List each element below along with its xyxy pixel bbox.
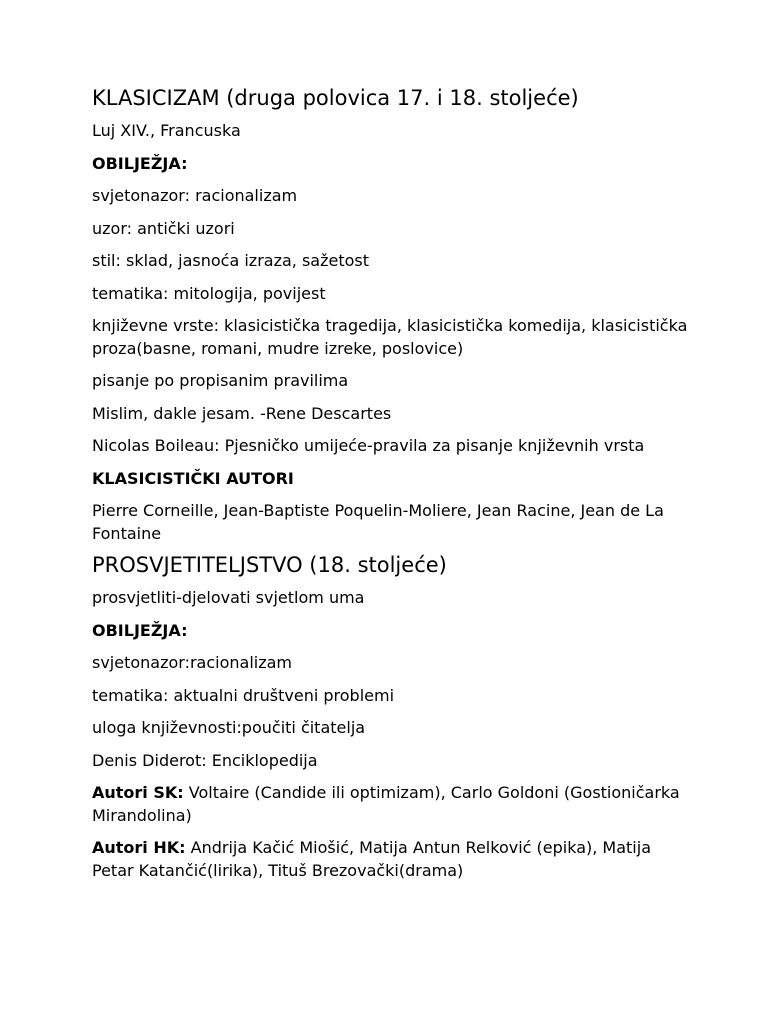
authors-hk-text: Andrija Kačić Miošić, Matija Antun Relković (epika), Matija Petar Katančić(lirika), Tituš Brezovački(drama) (92, 838, 651, 880)
feature-item: stil: sklad, jasnoća izraza, sažetost (92, 251, 370, 270)
section-title-klasicizam: KLASICIZAM (druga polovica 17. i 18. stoljeće) (92, 86, 579, 110)
feature-item: književne vrste: klasicistička tragedija, klasicistička komedija, klasicistička proza(basne, romani, mudre izreke, poslovice) (92, 316, 688, 358)
feature-item: Denis Diderot: Enciklopedija (92, 750, 318, 770)
feature-item: Mislim, dakle jesam. -Rene Descartes (92, 403, 392, 423)
document-page (92, 84, 692, 892)
authors-sk-label: Autori SK: (92, 783, 184, 802)
section-title-prosvjetiteljstvo: PROSVJETITELJSTVO (18. stoljeće) (92, 553, 447, 577)
authors-list: Pierre Corneille, Jean-Baptiste Poquelin-Moliere, Jean Racine, Jean de La Fontaine (92, 501, 664, 543)
feature-item: tematika: aktualni društveni problemi (92, 685, 395, 705)
authors-sk (92, 782, 692, 827)
feature-item: uzor: antički uzori (92, 218, 235, 238)
feature-item: tematika: mitologija, povijest (92, 283, 326, 303)
features-heading: OBILJEŽJA: (92, 620, 188, 640)
authors-heading: KLASICISTIČKI AUTORI (92, 468, 294, 488)
section-subtitle: prosvjetliti-djelovati svjetlom uma (92, 588, 365, 607)
feature-item: svjetonazor:racionalizam (92, 653, 293, 672)
features-heading: OBILJEŽJA: (92, 153, 188, 173)
feature-item: Nicolas Boileau: Pjesničko umijeće-pravila za pisanje književnih vrsta (92, 436, 645, 455)
section-subtitle: Luj XIV., Francuska (92, 121, 241, 140)
authors-hk (92, 837, 692, 882)
feature-item: svjetonazor: racionalizam (92, 186, 298, 205)
authors-hk-label: Autori HK: (92, 838, 186, 857)
authors-sk-text: Voltaire (Candide ili optimizam), Carlo Goldoni (Gostioničarka Mirandolina) (92, 783, 680, 825)
feature-item: pisanje po propisanim pravilima (92, 371, 349, 390)
feature-item: uloga književnosti:poučiti čitatelja (92, 718, 366, 737)
